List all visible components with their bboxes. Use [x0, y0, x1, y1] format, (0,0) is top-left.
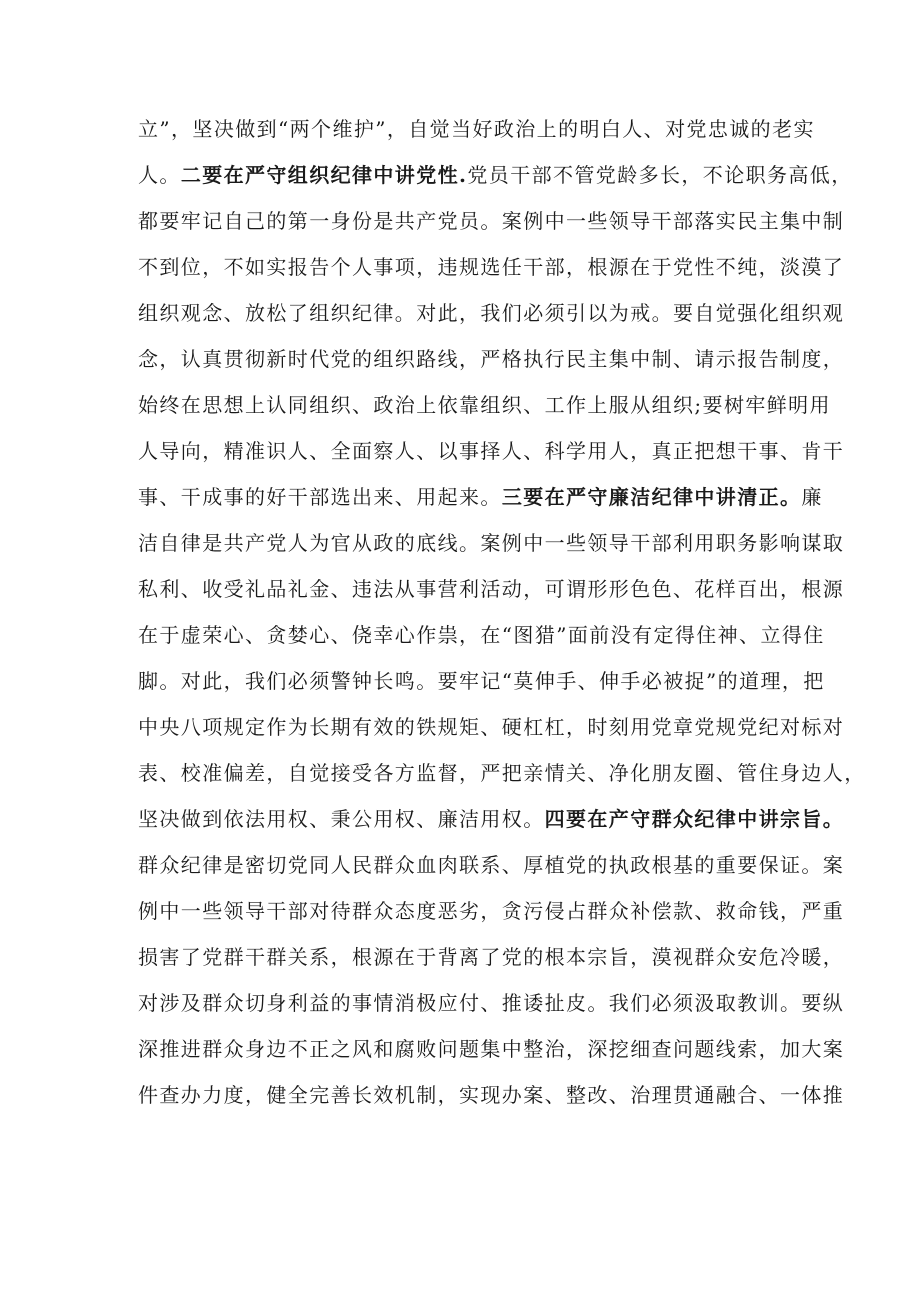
- text-run: 群众纪律是密切党同人民群众血肉联系、厚植党的执政根基的重要保证。案: [138, 853, 845, 877]
- text-line: [138, 382, 831, 428]
- text-line: [138, 152, 853, 198]
- text-line: [138, 1072, 845, 1118]
- text-run: 私利、收受礼品礼金、违法从事营利活动，可谓形形色色、花样百出，根源: [138, 577, 845, 601]
- text-run: 在于虚荣心、贪婪心、侥幸心作祟，在“图猎”面前没有定得住神、立得住: [138, 623, 825, 647]
- text-run: 立”，坚决做到“两个维护”，自觉当好政治上的明白人、对党忠诚的老实: [138, 117, 815, 141]
- text-line: [138, 428, 845, 474]
- text-run: 人导向，精准识人、全面察人、以事择人、科学用人，真正把想干事、肯干: [138, 439, 845, 463]
- text-run: 损害了党群干群关系，根源在于背离了党的根本宗旨，漠视群众安危冷暖，: [138, 945, 845, 969]
- text-line: [138, 796, 845, 842]
- text-line: [138, 198, 845, 244]
- text-line: [138, 566, 845, 612]
- text-line: [138, 658, 825, 704]
- text-run: 对涉及群众切身利益的事情消极应付、推诿扯皮。我们必须汲取教训。要纵: [138, 991, 845, 1015]
- text-line: [138, 336, 845, 382]
- text-run: 党员干部不管党龄多长，不论职务高低，: [467, 163, 853, 187]
- text-line: [138, 520, 845, 566]
- text-line: [138, 704, 845, 750]
- text-line: [138, 106, 815, 152]
- text-run: 廉: [801, 485, 823, 509]
- text-run: 事、干成事的好干部选出来、用起来。: [138, 485, 502, 509]
- text-line: [138, 612, 825, 658]
- text-run: 深推进群众身边不正之风和腐败问题集中整治，深挖细查问题线索，加大案: [138, 1037, 845, 1061]
- text-line: [138, 1026, 845, 1072]
- bold-heading-run: 二要在严守组织纪律中讲党性.: [180, 163, 468, 187]
- body-text: [138, 106, 866, 1118]
- text-run: 坚决做到依法用权、秉公用权、廉洁用权。: [138, 807, 545, 831]
- text-line: [138, 888, 845, 934]
- text-line: [138, 290, 845, 336]
- text-line: [138, 750, 866, 796]
- text-run: 人。: [138, 163, 181, 187]
- text-run: 不到位，不如实报告个人事项，违规选任干部，根源在于党性不纯，淡漠了: [138, 255, 845, 279]
- text-line: [138, 474, 823, 520]
- text-run: 例中一些领导干部对待群众态度恶劣，贪污侵占群众补偿款、救命钱，严重: [138, 899, 845, 923]
- bold-heading-run: 四要在产守群众纪律中讲宗旨。: [544, 807, 845, 831]
- text-line: [138, 980, 845, 1026]
- text-run: 组织观念、放松了组织纪律。对此，我们必须引以为戒。要自觉强化组织观: [138, 301, 845, 325]
- text-run: 始终在思想上认同组织、政治上依靠组织、工作上服从组织;要树牢鲜明用: [138, 393, 831, 417]
- bold-heading-run: 三要在严守廉洁纪律中讲清正。: [501, 485, 802, 509]
- text-line: [138, 842, 845, 888]
- text-run: 中央八项规定作为长期有效的铁规矩、硬杠杠，时刻用党章党规党纪对标对: [138, 715, 845, 739]
- text-line: [138, 934, 845, 980]
- text-line: [138, 244, 845, 290]
- text-run: 脚。对此，我们必须警钟长鸣。要牢记“莫伸手、伸手必被捉”的道理，把: [138, 669, 825, 693]
- text-run: 念，认真贯彻新时代党的组织路线，严格执行民主集中制、请示报告制度，: [138, 347, 845, 371]
- text-run: 表、校准偏差，自觉接受各方监督，严把亲情关、净化朋友圈、管住身边人，: [138, 761, 866, 785]
- text-run: 都要牢记自己的第一身份是共产党员。案例中一些领导干部落实民主集中制: [138, 209, 845, 233]
- text-run: 件查办力度，健全完善长效机制，实现办案、整改、治理贯通融合、一体推: [138, 1083, 845, 1107]
- text-run: 洁自律是共产党人为官从政的底线。案例中一些领导干部利用职务影响谋取: [138, 531, 845, 555]
